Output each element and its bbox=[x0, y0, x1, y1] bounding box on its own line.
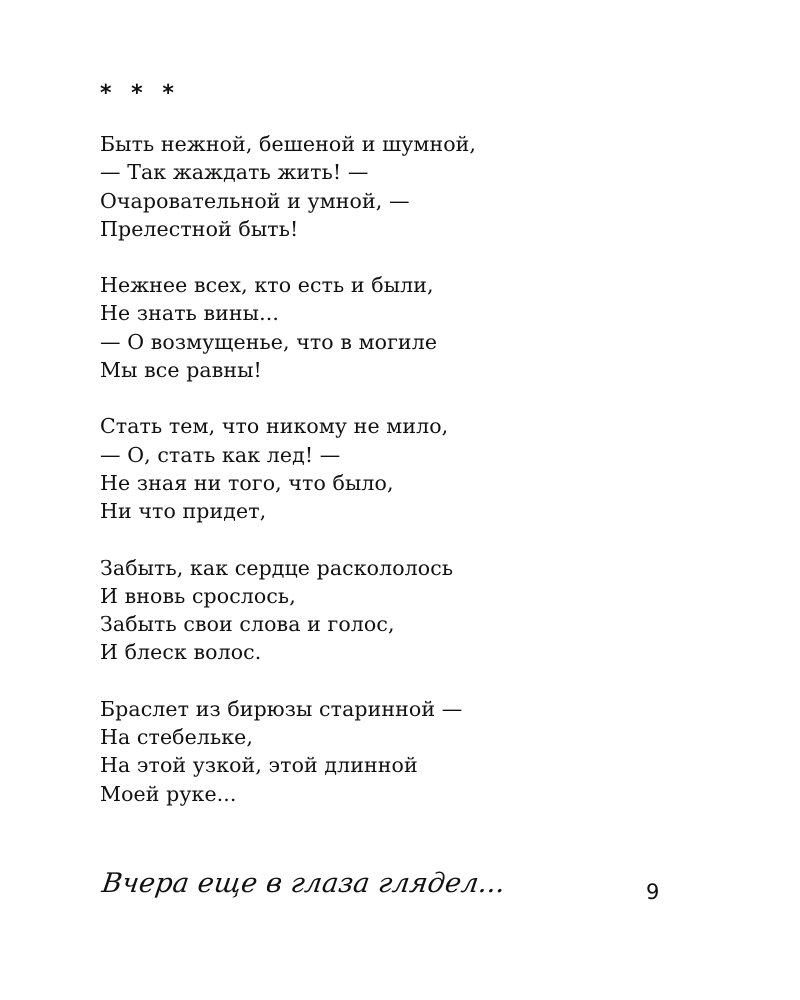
poem bbox=[100, 80, 700, 836]
poem-line: Не зная ни того, что было, bbox=[100, 470, 394, 495]
stanza-4 bbox=[100, 554, 700, 667]
poem-line: На стебельке, bbox=[100, 725, 253, 750]
poem-line: Нежнее всех, кто есть и были, bbox=[100, 273, 434, 298]
poem-line: Забыть свои слова и голос, bbox=[100, 612, 395, 637]
poem-line: Браслет из бирюзы старинной — bbox=[100, 696, 463, 721]
poem-line: — О, стать как лед! — bbox=[100, 442, 341, 467]
poem-line: — О возмущенье, что в могиле bbox=[100, 329, 438, 354]
poem-line: Прелестной быть! bbox=[100, 216, 299, 241]
poem-line: Моей руке... bbox=[100, 781, 237, 806]
page-number: 9 bbox=[646, 880, 660, 904]
poem-line: И блеск волос. bbox=[100, 640, 262, 665]
poem-line: И вновь срослось, bbox=[100, 583, 296, 608]
stanza-1 bbox=[100, 130, 700, 243]
running-title: Вчера еще в глаза глядел... bbox=[100, 868, 508, 899]
poem-line: Забыть, как сердце раскололось bbox=[100, 555, 454, 580]
poem-line: Быть нежной, бешеной и шумной, bbox=[100, 132, 477, 156]
poem-line: Очаровательной и умной, — bbox=[100, 188, 410, 213]
poem-line: На этой узкой, этой длинной bbox=[100, 753, 418, 778]
poem-line: Стать тем, что никому не мило, bbox=[100, 414, 449, 439]
stanza-5 bbox=[100, 695, 700, 808]
poem-line: Не знать вины... bbox=[100, 301, 279, 326]
stanza-3 bbox=[100, 412, 700, 525]
poem-line: — Так жаждать жить! — bbox=[100, 160, 369, 185]
poem-line: Мы все равны! bbox=[100, 358, 262, 383]
poem-line: Ни что придет, bbox=[100, 499, 267, 524]
stanza-2 bbox=[100, 271, 700, 384]
section-ornament: * * * bbox=[100, 81, 180, 106]
